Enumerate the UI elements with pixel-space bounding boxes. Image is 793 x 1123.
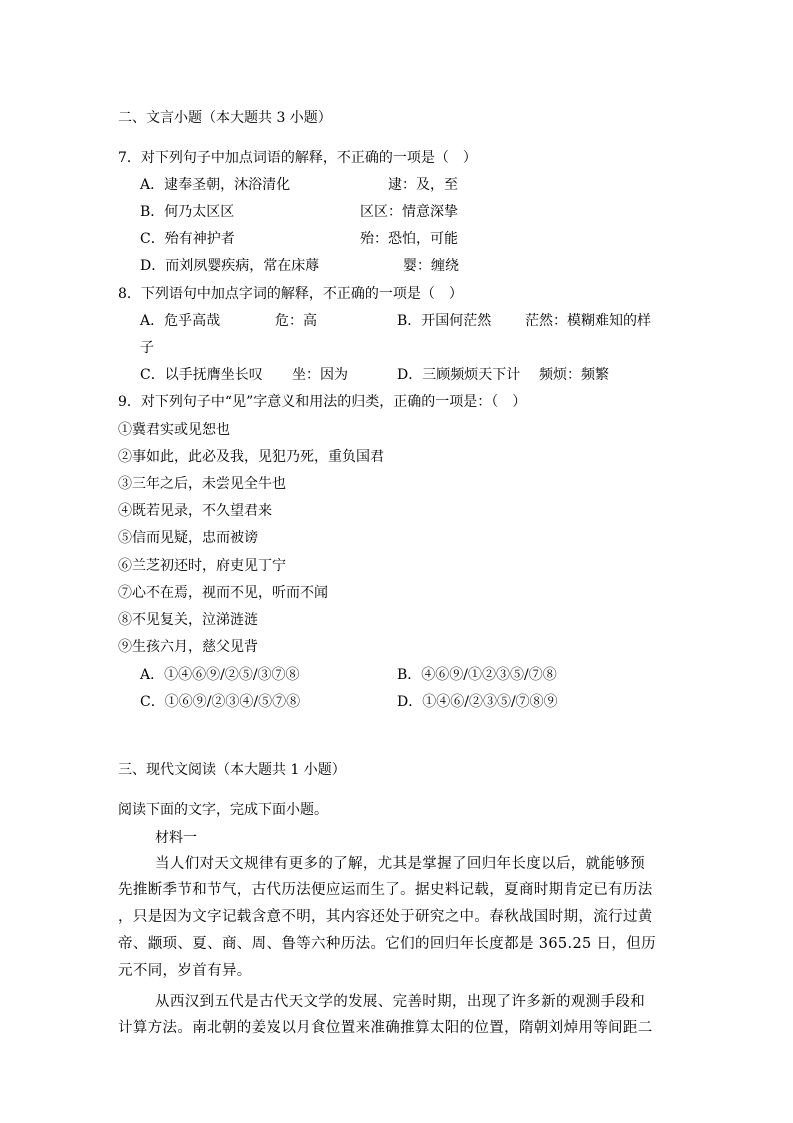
passage-line: 计算方法。南北朝的姜岌以月食位置来准确推算太阳的位置，隋朝刘焯用等间距二 (118, 1020, 653, 1036)
section-2-header: 二、文言小题（本大题共 3 小题） (118, 110, 332, 126)
q9-option-a: A．①④⑥⑨/②⑤/③⑦⑧ (140, 667, 300, 683)
reading-instruction: 阅读下面的文字，完成下面小题。 (118, 802, 328, 818)
passage-line: 从西汉到五代是古代天文学的发展、完善时期，出现了许多新的观测手段和 (155, 994, 646, 1010)
material-label: 材料一 (155, 830, 197, 846)
q7-option-d: D．而刘夙婴疾病，常在床蓐 (140, 258, 320, 274)
q7-option-c: C．殆有神护者 (140, 231, 235, 247)
q9-item-9: ⑨生孩六月，慈父见背 (118, 639, 258, 655)
q9-item-5: ⑤信而见疑，忠而被谤 (118, 530, 258, 546)
q9-item-1: ①冀君实或见恕也 (118, 422, 230, 438)
question-9-stem: 9．对下列句子中“见”字意义和用法的归类，正确的一项是：（ ） (118, 394, 527, 410)
q8-option-c-gloss: 坐：因为 (292, 367, 348, 383)
q8-option-a: A．危乎高哉 (140, 313, 221, 329)
q7-option-d-gloss: 婴：缠绕 (403, 258, 459, 274)
q8-option-b-continued: 子 (140, 340, 154, 356)
passage-line: 帝、颛顼、夏、商、周、鲁等六种历法。它们的回归年长度都是 365.25 日，但历 (118, 936, 656, 952)
q7-option-b-gloss: 区区：情意深挚 (360, 204, 458, 220)
q9-item-8: ⑧不见复关，泣涕涟涟 (118, 612, 258, 628)
q8-option-b-gloss: 茫然：模糊难知的样 (525, 313, 651, 329)
q8-option-b: B．开国何茫然 (397, 313, 492, 329)
passage-line: 当人们对天文规律有更多的了解，尤其是掌握了回归年长度以后，就能够预 (155, 856, 646, 872)
section-3-header: 三、现代文阅读（本大题共 1 小题） (118, 762, 346, 778)
q7-option-a-gloss: 逮：及，至 (388, 177, 458, 193)
q9-option-d: D．①④⑥/②③⑤/⑦⑧⑨ (397, 694, 558, 710)
q7-option-b: B．何乃太区区 (140, 204, 235, 220)
question-7-stem: 7．对下列句子中加点词语的解释，不正确的一项是（ ） (118, 150, 477, 166)
q9-item-2: ②事如此，此必及我，见犯乃死，重负国君 (118, 449, 384, 465)
q9-option-c: C．①⑥⑨/②③④/⑤⑦⑧ (140, 694, 301, 710)
q9-item-7: ⑦心不在焉，视而不见，听而不闻 (118, 585, 328, 601)
q8-option-d: D．三顾频烦天下计 (397, 367, 521, 383)
q9-option-b: B．④⑥⑨/①②③⑤/⑦⑧ (397, 667, 557, 683)
passage-line: 先推断季节和节气，古代历法便应运而生了。据史料记载，夏商时期肯定已有历法 (118, 882, 653, 898)
q7-option-c-gloss: 殆：恐怕，可能 (360, 231, 458, 247)
q9-item-3: ③三年之后，未尝见全牛也 (118, 476, 286, 492)
passage-line: 元不同，岁首有异。 (118, 963, 252, 979)
q7-option-a: A．逮奉圣朝，沐浴清化 (140, 177, 291, 193)
q9-item-4: ④既若见录，不久望君来 (118, 503, 272, 519)
q8-option-c: C．以手抚膺坐长叹 (140, 367, 263, 383)
question-8-stem: 8．下列语句中加点字词的解释，不正确的一项是（ ） (118, 286, 463, 302)
q8-option-a-gloss: 危：高 (275, 313, 317, 329)
q8-option-d-gloss: 频烦：频繁 (539, 367, 609, 383)
passage-line: ，只是因为文字记载含意不明，其内容还处于研究之中。春秋战国时期，流行过黄 (118, 909, 653, 925)
q9-item-6: ⑥兰芝初还时，府吏见丁宁 (118, 558, 286, 574)
